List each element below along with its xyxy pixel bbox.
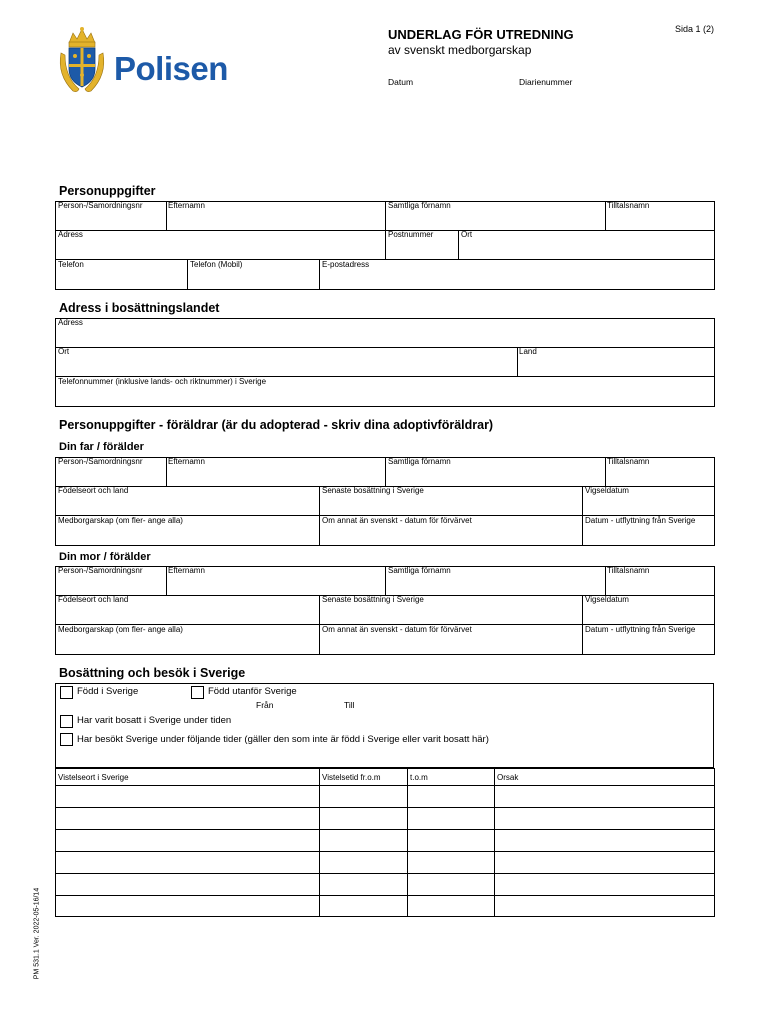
far-title: Din far / förälder [59,441,144,453]
foraldrar-title: Personuppgifter - föräldrar (är du adopterad - skriv dina adoptivföräldrar) [59,418,494,432]
row5-orsak[interactable] [497,877,715,896]
bo-adress-field[interactable] [58,329,715,346]
page-number: Sida 1 (2) [675,24,715,34]
ort-field[interactable] [461,241,715,258]
besokt-label: Har besökt Sverige under följande tider (gäller den som inte är född i Sverige eller varit bosatt här) [77,734,489,745]
far-person-nr-label: Person-/Samordningsnr [58,457,143,466]
fodd-utanfor-label: Född utanför Sverige [208,686,297,697]
diarienummer-label: Diarienummer [519,77,573,87]
mor-tilltalsnamn-field[interactable] [607,577,715,594]
bosatt-checkbox[interactable] [60,715,73,728]
fodd-i-sverige-checkbox[interactable] [60,686,73,699]
diarienummer-field[interactable] [519,90,673,106]
far-tilltalsnamn-field[interactable] [607,468,715,485]
fran-label: Från [256,700,274,710]
form-subtitle: av svenskt medborgarskap [388,43,532,57]
col-tom-header: t.o.m [410,773,428,782]
far-person-nr-field[interactable] [58,468,166,485]
ort-label: Ort [461,230,473,239]
efternamn-field[interactable] [168,212,386,229]
bo-adress-label: Adress [58,318,83,327]
mor-medborgarskap-field[interactable] [58,636,320,653]
tilltalsnamn-label: Tilltalsnamn [607,201,650,210]
far-vigseldatum-label: Vigseldatum [585,486,629,495]
mor-senaste-bosattning-label: Senaste bosättning i Sverige [322,595,424,604]
mor-senaste-bosattning-field[interactable] [322,606,584,623]
person-nr-label: Person-/Samordningsnr [58,201,143,210]
far-om-annat-field[interactable] [322,527,584,544]
row1-vistelseort[interactable] [58,789,318,808]
far-tilltalsnamn-label: Tilltalsnamn [607,457,650,466]
far-vigseldatum-field[interactable] [585,497,715,514]
form-title: UNDERLAG FÖR UTREDNING [388,27,574,42]
far-fornamn-label: Samtliga förnamn [388,457,451,466]
fodd-utanfor-checkbox[interactable] [191,686,204,699]
mor-person-nr-field[interactable] [58,577,166,594]
mor-person-nr-label: Person-/Samordningsnr [58,566,143,575]
row4-vistelseort[interactable] [58,855,318,874]
fornamn-field[interactable] [388,212,606,229]
far-fodelseort-label: Födelseort och land [58,486,129,495]
row5-from[interactable] [322,877,408,896]
mor-vigseldatum-field[interactable] [585,606,715,623]
far-utflyttning-label: Datum - utflyttning från Sverige [585,516,696,525]
till-field[interactable] [362,698,426,712]
far-utflyttning-field[interactable] [585,527,715,544]
far-fodelseort-field[interactable] [58,497,320,514]
mor-vigseldatum-label: Vigseldatum [585,595,629,604]
row6-from[interactable] [322,899,408,917]
telefon-mobil-field[interactable] [190,271,320,288]
mor-title: Din mor / förälder [59,551,151,563]
telefon-field[interactable] [58,271,188,288]
row6-vistelseort[interactable] [58,899,318,917]
epost-field[interactable] [322,271,715,288]
efternamn-label: Efternamn [168,201,205,210]
row5-vistelseort[interactable] [58,877,318,896]
row2-orsak[interactable] [497,811,715,830]
far-om-annat-label: Om annat än svenskt - datum för förvärvet [322,516,472,525]
far-efternamn-label: Efternamn [168,457,205,466]
row3-orsak[interactable] [497,833,715,852]
row1-orsak[interactable] [497,789,715,808]
row2-vistelseort[interactable] [58,811,318,830]
row1-from[interactable] [322,789,408,808]
col-vistelsetid-header: Vistelsetid fr.o.m [322,773,381,782]
logo-text: Polisen [114,50,228,87]
fornamn-label: Samtliga förnamn [388,201,451,210]
mor-medborgarskap-label: Medborgarskap (om fler- ange alla) [58,625,183,634]
mor-om-annat-field[interactable] [322,636,584,653]
mor-om-annat-label: Om annat än svenskt - datum för förvärvet [322,625,472,634]
row4-tom[interactable] [410,855,496,874]
mor-fornamn-field[interactable] [388,577,606,594]
row2-from[interactable] [322,811,408,830]
fodd-i-sverige-label: Född i Sverige [77,686,139,697]
row6-tom[interactable] [410,899,496,917]
tilltalsnamn-field[interactable] [607,212,715,229]
adress-label: Adress [58,230,83,239]
row2-tom[interactable] [410,811,496,830]
besokt-checkbox[interactable] [60,733,73,746]
col-orsak-header: Orsak [497,773,519,782]
personuppgifter-title: Personuppgifter [59,184,156,198]
far-medborgarskap-field[interactable] [58,527,320,544]
mor-tilltalsnamn-label: Tilltalsnamn [607,566,650,575]
mor-efternamn-label: Efternamn [168,566,205,575]
bo-telefon-field[interactable] [58,388,715,405]
postnummer-label: Postnummer [388,230,434,239]
mor-efternamn-field[interactable] [168,577,386,594]
mor-utflyttning-label: Datum - utflyttning från Sverige [585,625,696,634]
epost-label: E-postadress [322,260,370,269]
far-senaste-bosattning-label: Senaste bosättning i Sverige [322,486,424,495]
row6-orsak[interactable] [497,899,715,917]
besok-title: Bosättning och besök i Sverige [59,666,246,680]
bosatt-label: Har varit bosatt i Sverige under tiden [77,715,232,726]
telefon-label: Telefon [58,260,84,269]
row4-from[interactable] [322,855,408,874]
mor-fodelseort-label: Födelseort och land [58,595,129,604]
datum-label: Datum [388,77,414,87]
row3-tom[interactable] [410,833,496,852]
row5-tom[interactable] [410,877,496,896]
police-crest-icon [55,25,109,97]
bo-telefon-label: Telefonnummer (inklusive lands- och riktnummer) i Sverige [58,377,267,386]
row3-from[interactable] [322,833,408,852]
postnummer-field[interactable] [388,241,460,258]
mor-fodelseort-field[interactable] [58,606,320,623]
far-fornamn-field[interactable] [388,468,606,485]
bo-land-field[interactable] [519,358,715,375]
row4-orsak[interactable] [497,855,715,874]
datum-field[interactable] [388,90,512,106]
row3-vistelseort[interactable] [58,833,318,852]
till-label: Till [344,700,355,710]
adress-field[interactable] [58,241,386,258]
fran-field[interactable] [278,698,342,712]
mor-utflyttning-field[interactable] [585,636,715,653]
far-efternamn-field[interactable] [168,468,386,485]
telefon-mobil-label: Telefon (Mobil) [190,260,243,269]
mor-fornamn-label: Samtliga förnamn [388,566,451,575]
bo-land-label: Land [519,347,537,356]
row1-tom[interactable] [410,789,496,808]
bosattningslandet-title: Adress i bosättningslandet [59,301,220,315]
far-medborgarskap-label: Medborgarskap (om fler- ange alla) [58,516,183,525]
bo-ort-field[interactable] [58,358,517,375]
person-nr-field[interactable] [58,212,166,229]
version-text: PM 531.1 Ver. 2022-05-16/14 [33,887,41,980]
bo-ort-label: Ort [58,347,70,356]
far-senaste-bosattning-field[interactable] [322,497,584,514]
col-vistelseort-header: Vistelseort i Sverige [58,773,129,782]
